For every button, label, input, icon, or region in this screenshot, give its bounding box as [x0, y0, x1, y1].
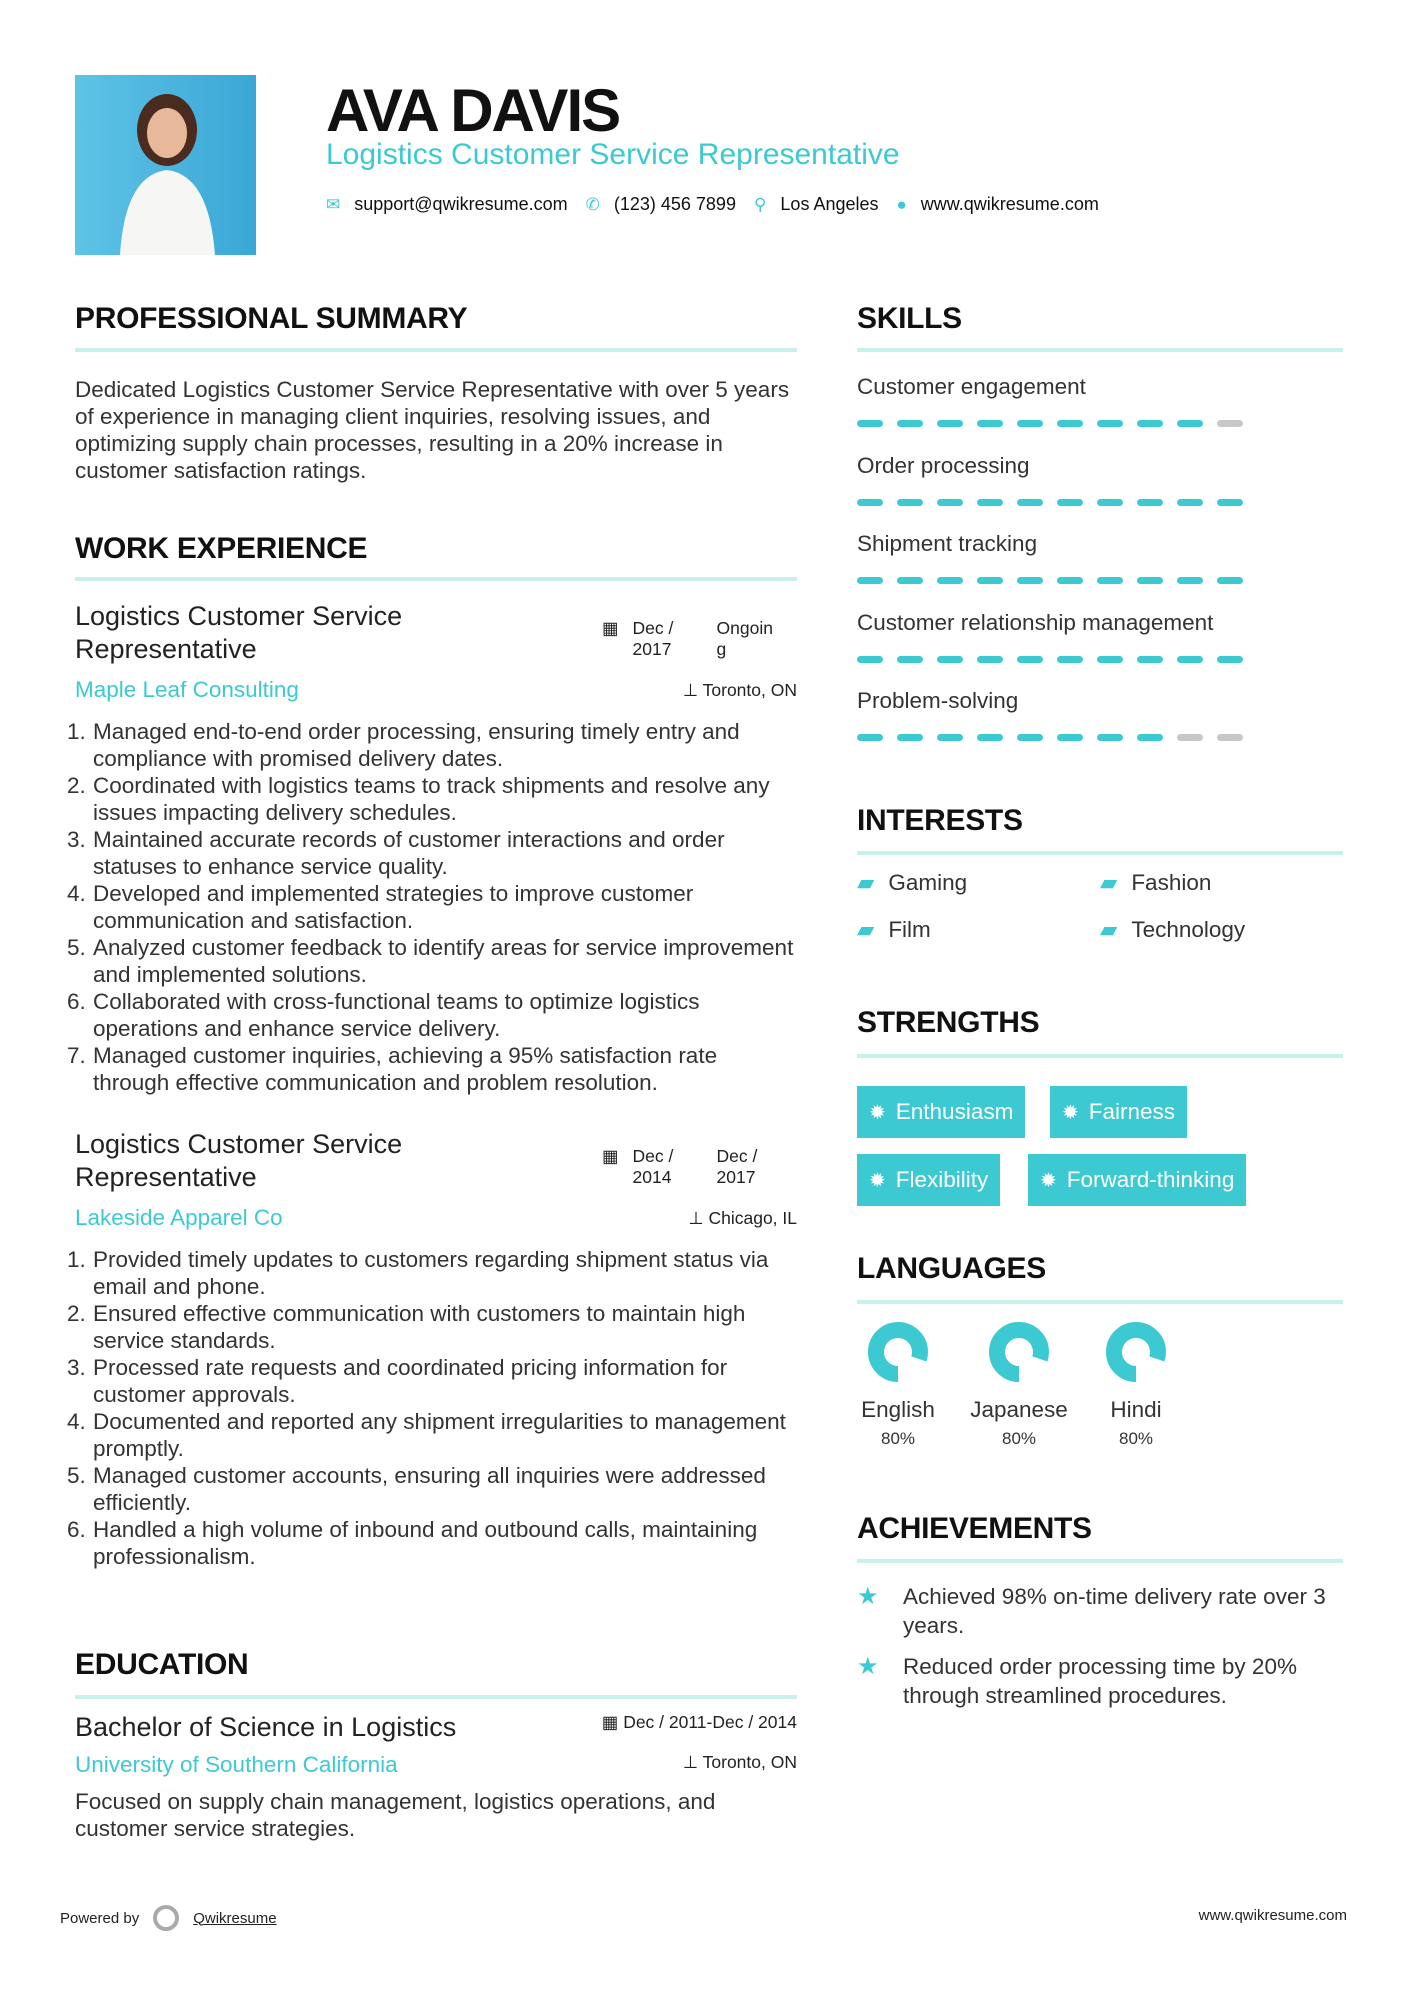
list-number: 1.	[67, 719, 86, 744]
skill-level-segment	[897, 420, 923, 427]
list-item	[67, 1516, 795, 1570]
envelope-icon: ✉	[326, 194, 341, 214]
calendar-icon: ▦	[602, 1146, 619, 1166]
list-item	[67, 988, 795, 1042]
section-heading-languages: LANGUAGES	[857, 1252, 1046, 1285]
star-icon: ★	[857, 1653, 879, 1680]
badge-icon: ✹	[1062, 1101, 1079, 1124]
skill-item	[857, 531, 1343, 610]
job-start: Dec / 2017	[632, 618, 674, 659]
brand-link[interactable]: Qwikresume	[193, 1909, 277, 1927]
list-item	[67, 1300, 795, 1354]
job-location	[683, 680, 797, 701]
company-name: Maple Leaf Consulting	[75, 677, 299, 702]
divider	[857, 1300, 1343, 1304]
strength-chip: ✹ Forward-thinking	[1028, 1154, 1246, 1206]
list-text: Maintained accurate records of customer interactions and order statuses to enhance service quality.	[93, 827, 725, 879]
skill-level-segment	[1177, 656, 1203, 663]
book-icon: ▰	[857, 870, 875, 895]
divider	[857, 851, 1343, 855]
skill-level-segment	[1097, 499, 1123, 506]
skill-level-segment	[1177, 577, 1203, 584]
language-percent: 80%	[1118, 1429, 1154, 1448]
skills-list	[857, 374, 1343, 767]
pin-icon: ⊥	[682, 680, 703, 700]
education-text: Focused on supply chain management, logistics operations, and customer service strategies.	[75, 1789, 716, 1841]
list-text: Coordinated with logistics teams to track shipments and resolve any issues impacting delivery schedules.	[93, 773, 770, 825]
skill-level-segment	[1017, 577, 1043, 584]
skill-level-segment	[1177, 420, 1203, 427]
job-title: Logistics Customer Service Representative	[75, 601, 403, 664]
calendar-icon: ▦	[602, 618, 619, 638]
skill-level-segment	[977, 420, 1003, 427]
website-link[interactable]: www.qwikresume.com	[920, 194, 1099, 214]
divider	[857, 348, 1343, 352]
list-item	[67, 1246, 795, 1300]
interest-item: ▰ Technology	[1100, 917, 1246, 942]
skill-level-bar	[857, 734, 1343, 741]
job-entry	[67, 1128, 797, 1628]
globe-icon: ●	[896, 194, 907, 214]
skill-item	[857, 610, 1343, 689]
skill-level-segment	[857, 577, 883, 584]
job-dates	[602, 618, 787, 660]
list-text: Handled a high volume of inbound and outbound calls, maintaining professionalism.	[93, 1517, 758, 1569]
skill-level-segment	[1017, 656, 1043, 663]
company-name: Lakeside Apparel Co	[75, 1205, 283, 1230]
section-heading-education: EDUCATION	[75, 1648, 249, 1681]
section-heading-work: WORK EXPERIENCE	[75, 532, 368, 565]
map-pin-icon: ⚲	[753, 194, 767, 214]
list-number: 6.	[67, 989, 86, 1014]
skill-level-segment	[897, 499, 923, 506]
language-progress-ring	[987, 1320, 1051, 1384]
list-text: Provided timely updates to customers regarding shipment status via email and phone.	[93, 1247, 769, 1299]
list-text: Developed and implemented strategies to improve customer communication and satisfaction.	[93, 881, 694, 933]
star-icon: ★	[857, 1583, 879, 1610]
skill-level-segment	[977, 577, 1003, 584]
skill-level-segment	[1097, 420, 1123, 427]
skill-level-segment	[1137, 420, 1163, 427]
skill-level-segment	[1097, 656, 1123, 663]
skill-level-segment	[1057, 656, 1083, 663]
list-number: 3.	[67, 1355, 86, 1380]
pin-icon: ⊥	[682, 1752, 703, 1772]
book-icon: ▰	[1100, 917, 1118, 942]
skill-level-segment	[1097, 577, 1123, 584]
interest-item: ▰ Gaming	[857, 870, 968, 895]
phone-icon: ✆	[585, 194, 600, 214]
skill-level-segment	[857, 420, 883, 427]
list-item	[67, 880, 795, 934]
list-number: 1.	[67, 1247, 86, 1272]
location-text: Chicago, IL	[708, 1208, 797, 1228]
skill-level-segment	[937, 734, 963, 741]
skill-name: Customer relationship management	[857, 609, 1214, 635]
education-dates: ▦ Dec / 2011-Dec / 2014	[601, 1712, 797, 1732]
candidate-title: Logistics Customer Service Representative	[326, 138, 900, 171]
strength-chip: ✹ Enthusiasm	[857, 1086, 1025, 1138]
skill-level-segment	[1017, 734, 1043, 741]
skill-name: Shipment tracking	[857, 531, 1038, 557]
skill-level-segment	[897, 656, 923, 663]
skill-level-segment	[897, 734, 923, 741]
skill-level-segment	[897, 577, 923, 584]
job-title: Logistics Customer Service Representative	[75, 1129, 403, 1192]
skill-level-bar	[857, 577, 1343, 584]
list-item	[67, 772, 795, 826]
skill-level-segment	[1177, 734, 1203, 741]
skill-item	[857, 453, 1343, 532]
list-text: Ensured effective communication with customers to maintain high service standards.	[93, 1301, 746, 1353]
badge-icon: ✹	[1040, 1169, 1057, 1192]
profile-photo	[75, 75, 256, 255]
section-heading-strengths: STRENGTHS	[857, 1006, 1040, 1039]
job-end: Dec / 2017	[716, 1146, 758, 1187]
book-icon: ▰	[857, 917, 875, 942]
strength-chip: ✹ Flexibility	[857, 1154, 1000, 1206]
skill-level-segment	[1017, 499, 1043, 506]
skill-level-segment	[1217, 499, 1243, 506]
language-name: Hindi	[1110, 1397, 1162, 1422]
skill-level-segment	[1057, 499, 1083, 506]
footer-url[interactable]: www.qwikresume.com	[1198, 1907, 1347, 1924]
divider	[75, 348, 797, 352]
list-text: Analyzed customer feedback to identify areas for service improvement and implemented solutions.	[93, 935, 794, 987]
achievement-item: ★ Achieved 98% on-time delivery rate over 3 years.	[857, 1583, 1326, 1638]
summary-text: Dedicated Logistics Customer Service Representative with over 5 years of experience in managing client inquiries, resolving issues, and optimizing supply chain processes, resulting in a 20% increase in customer satisfaction ratings.	[75, 377, 790, 483]
divider	[75, 577, 797, 581]
language-item	[964, 1320, 1074, 1449]
skill-level-bar	[857, 499, 1343, 506]
qwikresume-logo-icon	[153, 1905, 179, 1931]
pin-icon: ⊥	[688, 1208, 709, 1228]
list-item	[67, 1462, 795, 1516]
list-text: Managed customer inquiries, achieving a 95% satisfaction rate through effective communication and problem resolution.	[93, 1043, 718, 1095]
list-number: 4.	[67, 1409, 86, 1434]
interest-item: ▰ Film	[857, 917, 931, 942]
candidate-name: AVA DAVIS	[326, 77, 620, 144]
skill-level-segment	[1177, 499, 1203, 506]
skill-level-segment	[1217, 734, 1243, 741]
interest-item: ▰ Fashion	[1100, 870, 1212, 895]
education-location: ⊥ Toronto, ON	[682, 1752, 797, 1772]
book-icon: ▰	[1100, 870, 1118, 895]
job-start: Dec / 2014	[632, 1146, 674, 1187]
list-number: 7.	[67, 1043, 86, 1068]
skill-name: Problem-solving	[857, 688, 1019, 714]
list-text: Managed end-to-end order processing, ensuring timely entry and compliance with promised delivery dates.	[93, 719, 740, 771]
list-item	[67, 1042, 795, 1096]
list-text: Processed rate requests and coordinated pricing information for customer approvals.	[93, 1355, 728, 1407]
list-number: 5.	[67, 935, 86, 960]
list-item	[67, 934, 795, 988]
language-progress-ring	[1104, 1320, 1168, 1384]
skill-level-segment	[1137, 656, 1163, 663]
skill-level-segment	[857, 656, 883, 663]
language-name: Japanese	[970, 1397, 1068, 1422]
skill-level-segment	[1097, 734, 1123, 741]
divider	[75, 1695, 797, 1699]
footer-brand: Powered by Qwikresume	[60, 1905, 277, 1931]
list-item	[67, 826, 795, 880]
skill-level-segment	[937, 656, 963, 663]
job-entry	[67, 600, 797, 1100]
list-text: Collaborated with cross-functional teams to optimize logistics operations and enhance service delivery.	[93, 989, 700, 1041]
skill-level-segment	[1137, 577, 1163, 584]
skill-name: Customer engagement	[857, 374, 1086, 399]
divider	[857, 1559, 1343, 1563]
school-name: University of Southern California	[75, 1752, 398, 1777]
badge-icon: ✹	[869, 1169, 886, 1192]
skill-level-segment	[937, 577, 963, 584]
achievement-item: ★ Reduced order processing time by 20% through streamlined procedures.	[857, 1653, 1297, 1708]
section-heading-interests: INTERESTS	[857, 804, 1023, 837]
calendar-icon: ▦	[601, 1712, 624, 1732]
strength-chip: ✹ Fairness	[1050, 1086, 1187, 1138]
list-item	[67, 1408, 795, 1462]
job-dates	[602, 1146, 787, 1188]
skill-level-segment	[1057, 420, 1083, 427]
language-item	[843, 1320, 953, 1449]
list-number: 4.	[67, 881, 86, 906]
skill-name: Order processing	[857, 452, 1030, 478]
skill-item	[857, 688, 1343, 767]
location-text: Toronto, ON	[702, 680, 797, 700]
list-number: 5.	[67, 1463, 86, 1488]
skill-level-segment	[937, 499, 963, 506]
list-text: Managed customer accounts, ensuring all inquiries were addressed efficiently.	[93, 1463, 766, 1515]
skill-level-segment	[1137, 734, 1163, 741]
language-percent: 80%	[880, 1429, 916, 1448]
skill-level-bar	[857, 420, 1343, 427]
skill-level-segment	[1057, 577, 1083, 584]
list-number: 2.	[67, 1301, 86, 1326]
language-name: English	[861, 1397, 935, 1422]
language-percent: 80%	[1001, 1429, 1037, 1448]
badge-icon: ✹	[869, 1101, 886, 1124]
list-item	[67, 718, 795, 772]
skill-level-segment	[1217, 656, 1243, 663]
skill-level-segment	[857, 734, 883, 741]
list-number: 2.	[67, 773, 86, 798]
section-heading-skills: SKILLS	[857, 302, 962, 335]
divider	[857, 1054, 1343, 1058]
skill-level-segment	[857, 499, 883, 506]
skill-level-segment	[937, 420, 963, 427]
phone-text: (123) 456 7899	[613, 194, 736, 214]
location-text: Los Angeles	[780, 194, 879, 214]
email-link[interactable]: support@qwikresume.com	[354, 194, 568, 214]
section-heading-achievements: ACHIEVEMENTS	[857, 1512, 1092, 1545]
list-item	[67, 1354, 795, 1408]
language-progress-ring	[866, 1320, 930, 1384]
list-number: 6.	[67, 1517, 86, 1542]
job-end: Ongoin g	[716, 618, 773, 659]
list-text: Documented and reported any shipment irregularities to management promptly.	[93, 1409, 786, 1461]
job-bullets	[67, 1246, 795, 1570]
language-item	[1081, 1320, 1191, 1449]
list-number: 3.	[67, 827, 86, 852]
degree: Bachelor of Science in Logistics	[75, 1712, 457, 1742]
skill-item	[857, 374, 1343, 453]
skill-level-segment	[977, 499, 1003, 506]
skill-level-segment	[1017, 420, 1043, 427]
job-location	[688, 1208, 797, 1229]
skill-level-segment	[1217, 577, 1243, 584]
skill-level-bar	[857, 656, 1343, 663]
contact-bar	[326, 194, 1117, 215]
skill-level-segment	[1137, 499, 1163, 506]
job-bullets	[67, 718, 795, 1096]
skill-level-segment	[1057, 734, 1083, 741]
skill-level-segment	[1217, 420, 1243, 427]
section-heading-summary: PROFESSIONAL SUMMARY	[75, 302, 468, 335]
skill-level-segment	[977, 656, 1003, 663]
skill-level-segment	[977, 734, 1003, 741]
